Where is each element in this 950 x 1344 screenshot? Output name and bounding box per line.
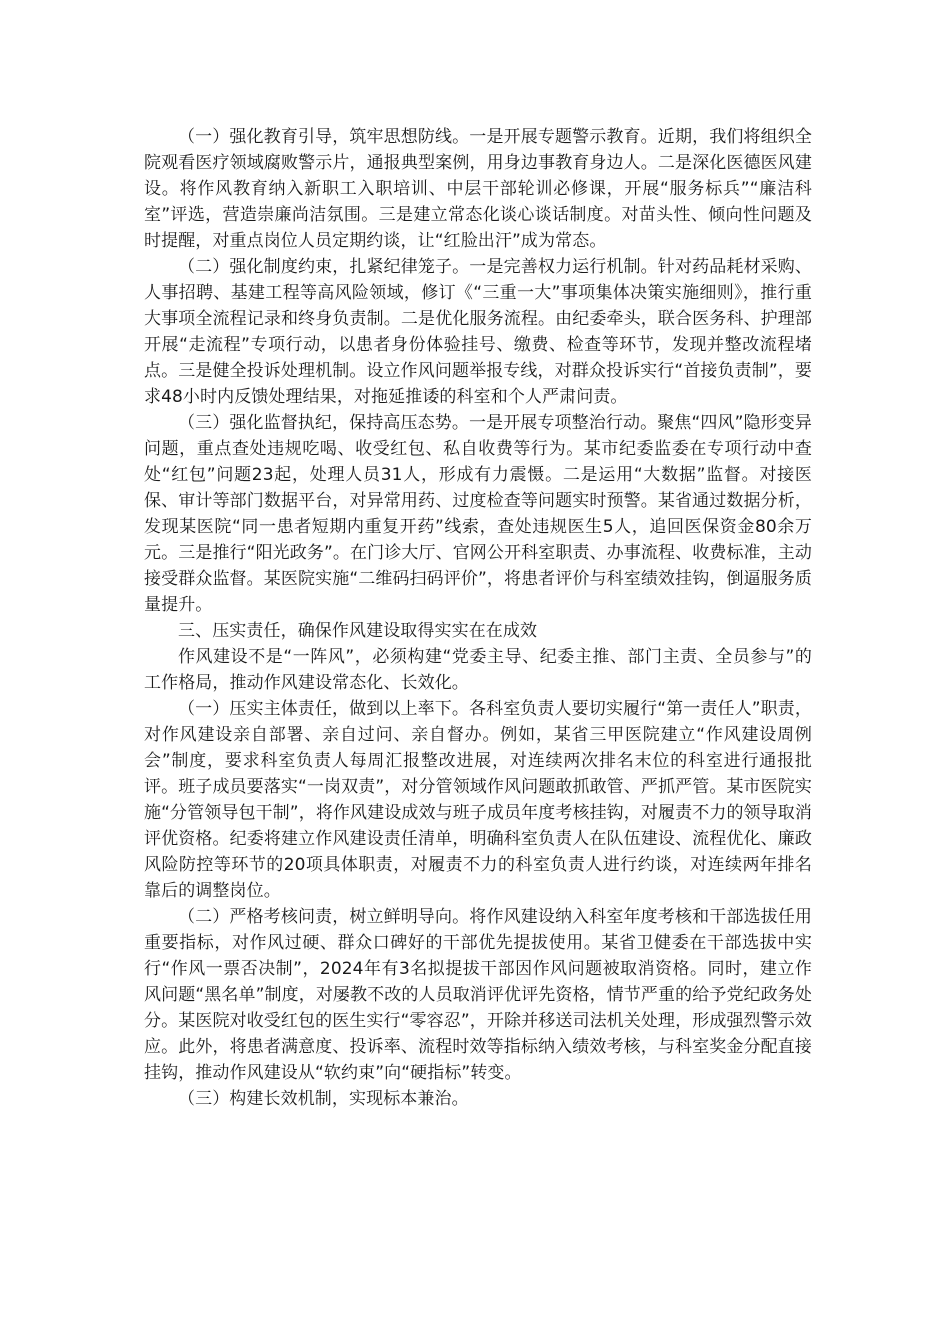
paragraph-long-term-mechanism: （三）构建长效机制，实现标本兼治。 <box>178 1089 469 1109</box>
paragraph-assessment-accountability: （二）严格考核问责，树立鲜明导向。将作风建设纳入科室年度考核和干部选拔任用重要指标，对作风过硬、群众口碑好的干部优先提拔使用。某省卫健委在干部选拔中实行“作风一票否决制”，2024年有3名拟提拔干部因作风问题被取消资格。同时，建立作风问题“黑名单”制度，对屡教不改的人员取消评优评先资格，情节严重的给予党纪政务处分。某医院对收受红包的医生实行“零容忍”，开除并移送司法机关处理，形成强烈警示效应。此外，将患者满意度、投诉率、流程时效等指标纳入绩效考核，与科室奖金分配直接挂钩，推动作风建设从“软约束”向“硬指标”转变。 <box>144 907 812 1083</box>
document-page <box>144 124 812 1112</box>
paragraph-system-constraints: （二）强化制度约束，扎紧纪律笼子。一是完善权力运行机制。针对药品耗材采购、人事招聘、基建工程等高风险领域，修订《“三重一大”事项集体决策实施细则》，推行重大事项全流程记录和终身负责制。二是优化服务流程。由纪委牵头，联合医务科、护理部开展“走流程”专项行动，以患者身份体验挂号、缴费、检查等环节，发现并整改流程堵点。三是健全投诉处理机制。设立作风问题举报专线，对群众投诉实行“首接负责制”，要求48小时内反馈处理结果，对拖延推诿的科室和个人严肃问责。 <box>144 257 812 407</box>
section-heading-responsibility: 三、压实责任，确保作风建设取得实实在在成效 <box>178 621 538 641</box>
paragraph-main-responsibility: （一）压实主体责任，做到以上率下。各科室负责人要切实履行“第一责任人”职责，对作风建设亲自部署、亲自过问、亲自督办。例如，某省三甲医院建立“作风建设周例会”制度，要求科室负责人每周汇报整改进展，对连续两次排名末位的科室进行通报批评。班子成员要落实“一岗双责”，对分管领域作风问题敢抓敢管、严抓严管。某市医院实施“分管领导包干制”，将作风建设成效与班子成员年度考核挂钩，对履责不力的领导取消评优资格。纪委将建立作风建设责任清单，明确科室负责人在队伍建设、流程优化、廉政风险防控等环节的20项具体职责，对履责不力的科室负责人进行约谈，对连续两年排名靠后的调整岗位。 <box>144 699 812 901</box>
paragraph-supervision-discipline: （三）强化监督执纪，保持高压态势。一是开展专项整治行动。聚焦“四风”隐形变异问题，重点查处违规吃喝、收受红包、私自收费等行为。某市纪委监委在专项行动中查处“红包”问题23起，处理人员31人，形成有力震慑。二是运用“大数据”监督。对接医保、审计等部门数据平台，对异常用药、过度检查等问题实时预警。某省通过数据分析，发现某医院“同一患者短期内重复开药”线索，查处违规医生5人，追回医保资金80余万元。三是推行“阳光政务”。在门诊大厅、官网公开科室职责、办事流程、收费标准，主动接受群众监督。某医院实施“二维码扫码评价”，将患者评价与科室绩效挂钩，倒逼服务质量提升。 <box>144 413 812 615</box>
paragraph-education-guidance: （一）强化教育引导，筑牢思想防线。一是开展专题警示教育。近期，我们将组织全院观看医疗领域腐败警示片，通报典型案例，用身边事教育身边人。二是深化医德医风建设。将作风教育纳入新职工入职培训、中层干部轮训必修课，开展“服务标兵”“廉洁科室”评选，营造崇廉尚洁氛围。三是建立常态化谈心谈话制度。对苗头性、倾向性问题及时提醒，对重点岗位人员定期约谈，让“红脸出汗”成为常态。 <box>144 127 812 251</box>
paragraph-work-pattern: 作风建设不是“一阵风”，必须构建“党委主导、纪委主推、部门主责、全员参与”的工作格局，推动作风建设常态化、长效化。 <box>144 647 812 693</box>
